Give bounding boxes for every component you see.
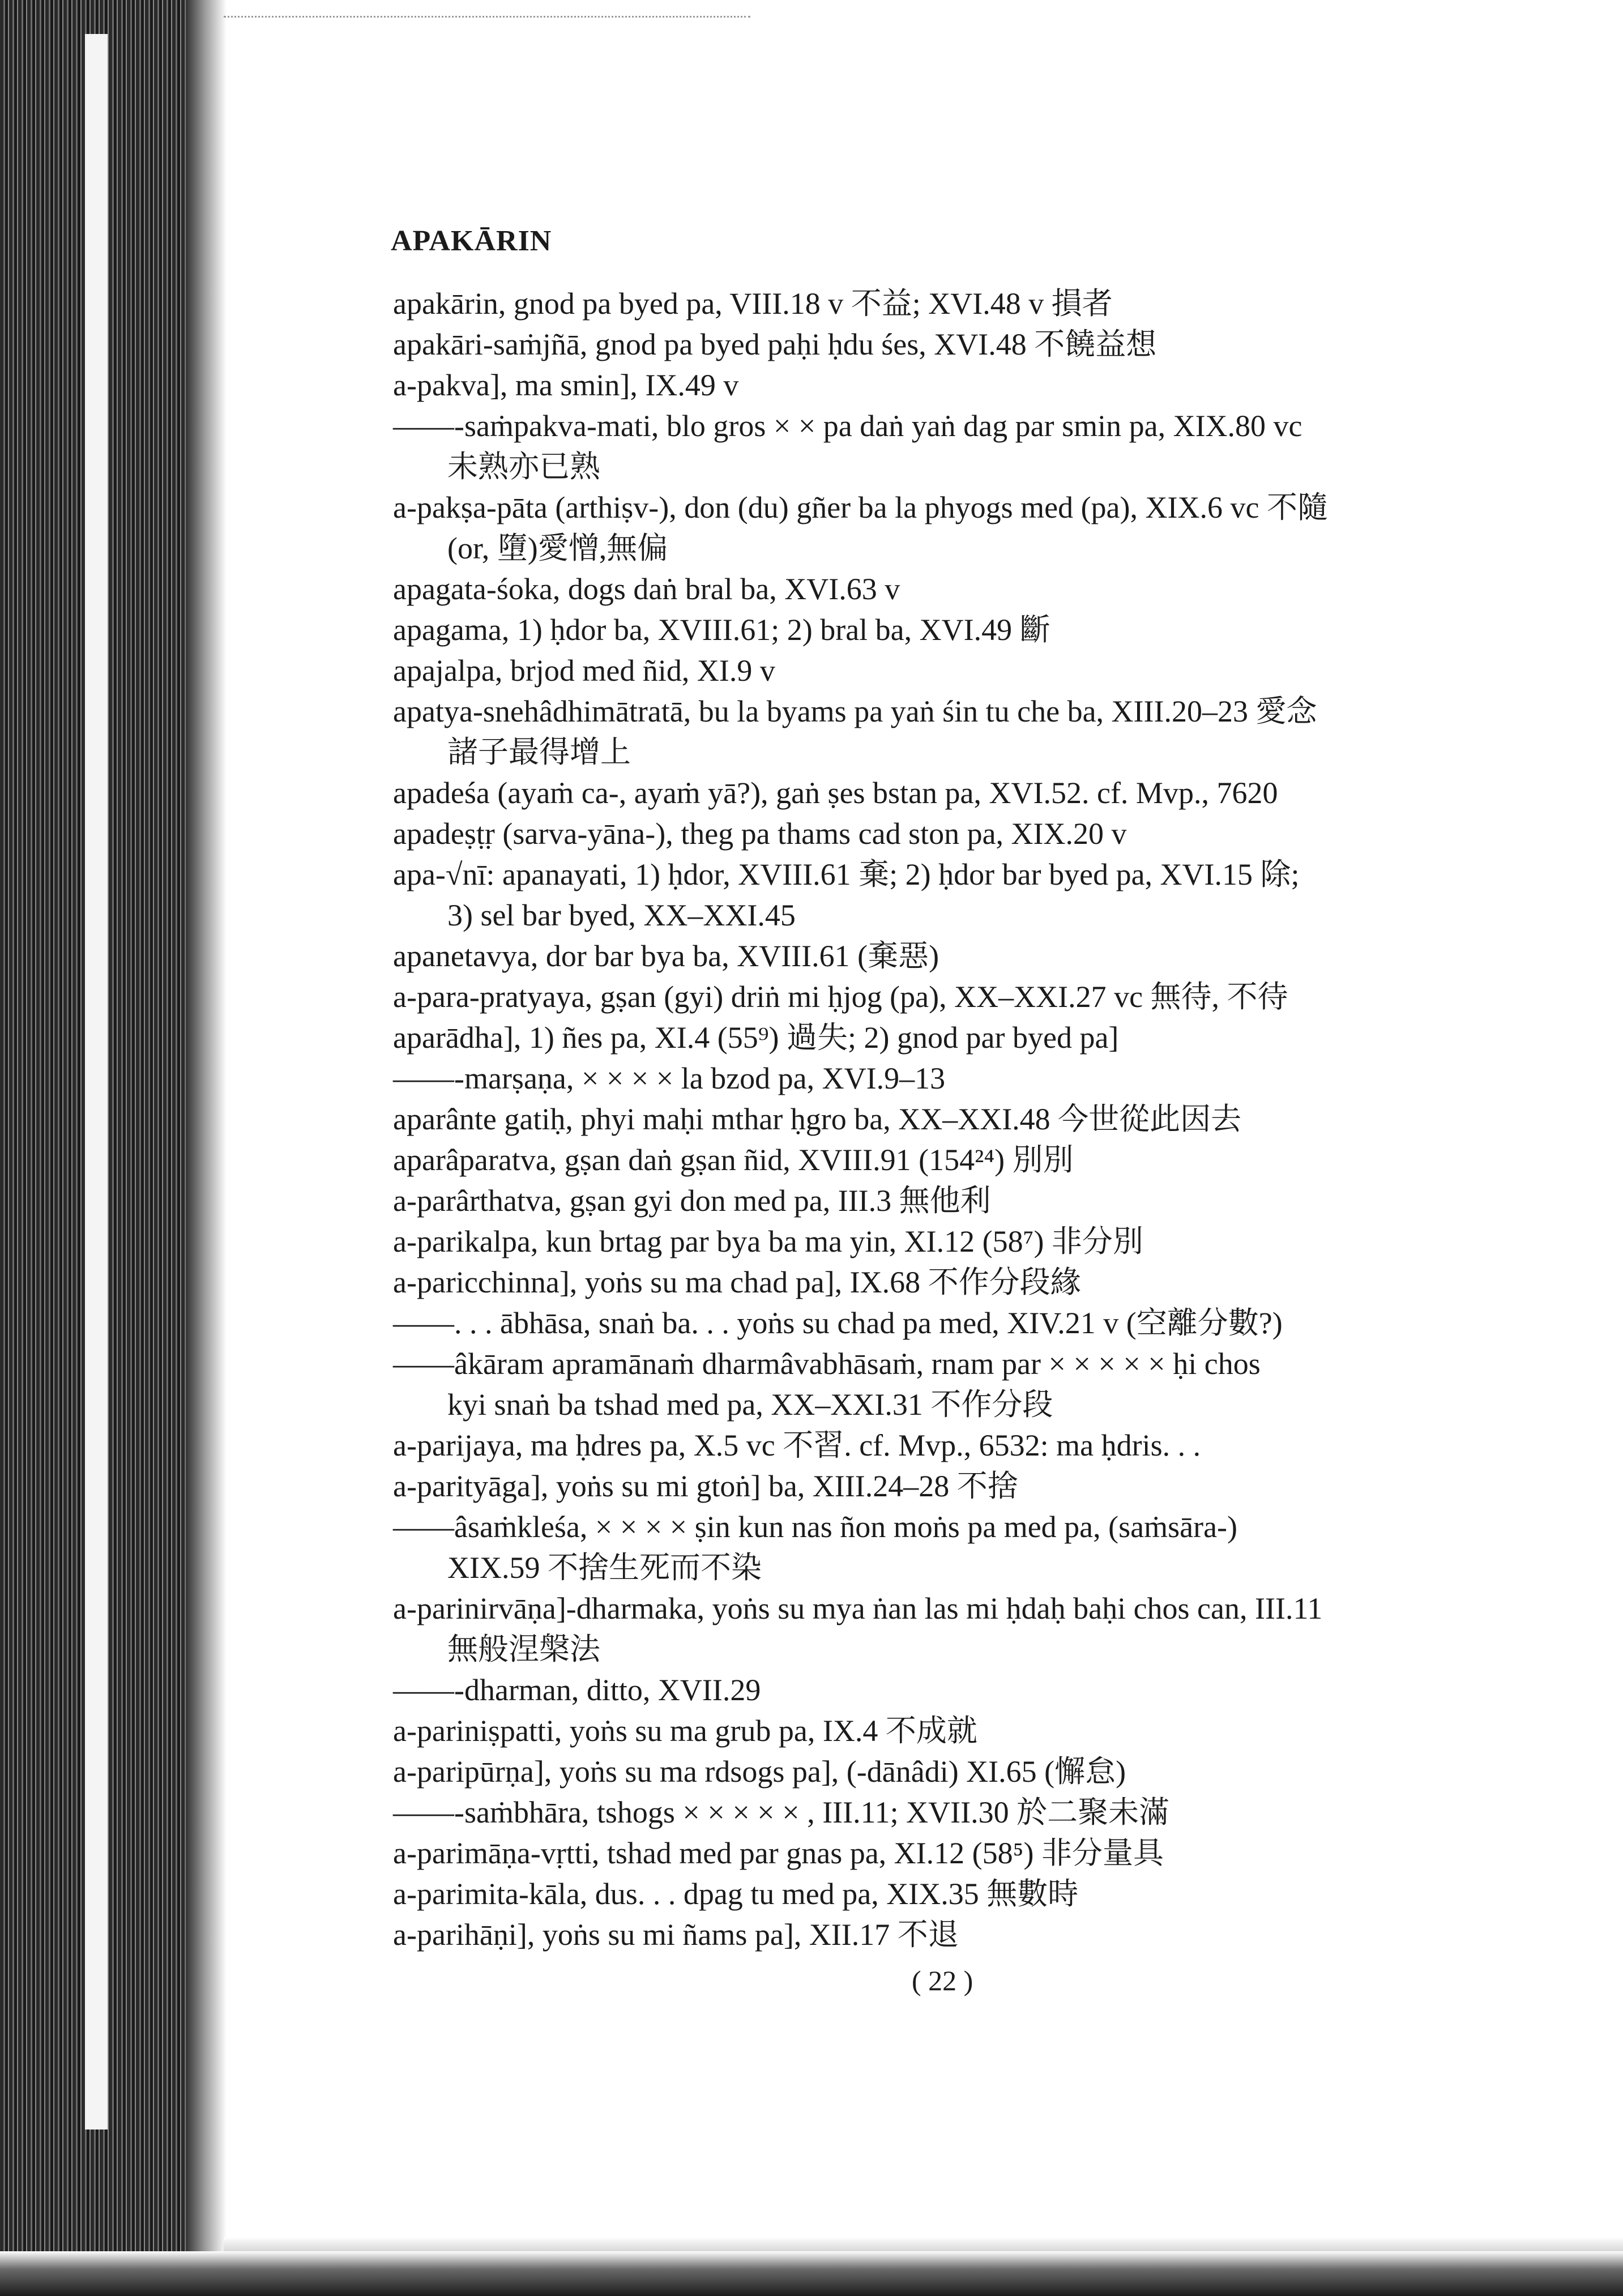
entry-line: a-parityāga], yoṅs su mi gtoṅ] ba, XIII.24–28 不捨 bbox=[393, 1469, 1018, 1503]
entry-line: a-parârthatva, gṣan gyi don med pa, III.3 無他利 bbox=[393, 1184, 991, 1218]
entry-line: apakāri-saṁjñā, gnod pa byed paḥi ḥdu śes, XVI.48 不饒益想 bbox=[393, 327, 1157, 361]
entry-line: ——âsaṁkleśa, × × × × ṣin kun nas ñon moṅs pa med pa, (saṁsāra-) bbox=[393, 1510, 1238, 1544]
entry-continuation: 3) sel bar byed, XX–XXI.45 bbox=[447, 898, 796, 932]
entry-line: apadeśa (ayaṁ ca-, ayaṁ yā?), gaṅ ṣes bstan pa, XVI.52. cf. Mvp., 7620 bbox=[393, 776, 1278, 810]
entry-line: a-para-pratyaya, gṣan (gyi) driṅ mi ḥjog (pa), XX–XXI.27 vc 無待, 不待 bbox=[393, 980, 1288, 1014]
entry-continuation: 諸子最得增上 bbox=[447, 735, 631, 769]
entry-line: a-pakva], ma smin], IX.49 v bbox=[393, 368, 739, 402]
entry-line: aparâparatva, gṣan daṅ gṣan ñid, XVIII.91 (154²⁴) 別別 bbox=[393, 1143, 1074, 1177]
entry-continuation: 無般涅槃法 bbox=[447, 1632, 600, 1666]
entry-continuation: kyi snaṅ ba tshad med pa, XX–XXI.31 不作分段 bbox=[447, 1388, 1053, 1422]
running-header: APAKĀRIN bbox=[391, 225, 552, 257]
entry-line: apa-√nī: apanayati, 1) ḥdor, XVIII.61 棄; 2) ḥdor bar byed pa, XVI.15 除; bbox=[393, 857, 1300, 891]
entry-line: ——-marṣaṇa, × × × × la bzod pa, XVI.9–13 bbox=[393, 1061, 946, 1095]
top-edge-line bbox=[224, 16, 750, 19]
entry-line: a-pariniṣpatti, yoṅs su ma grub pa, IX.4 不成就 bbox=[393, 1714, 977, 1748]
entry-continuation: (or, 墮)愛憎,無偏 bbox=[447, 531, 668, 565]
page-bottom-edge bbox=[0, 2251, 1623, 2296]
entry-line: a-parimita-kāla, dus. . . dpag tu med pa, XIX.35 無數時 bbox=[393, 1877, 1079, 1911]
entry-line: a-paripūrṇa], yoṅs su ma rdsogs pa], (-dānâdi) XI.65 (懈怠) bbox=[393, 1755, 1126, 1789]
entry-line: ——-saṁbhāra, tshogs × × × × × , III.11; XVII.30 於二聚未滿 bbox=[393, 1795, 1170, 1829]
entry-line: apakārin, gnod pa byed pa, VIII.18 v 不益; XVI.48 v 損者 bbox=[393, 287, 1113, 321]
entry-line: ——. . . ābhāsa, snaṅ ba. . . yoṅs su chad pa med, XIV.21 v (空離分數?) bbox=[393, 1306, 1283, 1340]
entry-line: apagama, 1) ḥdor ba, XVIII.61; 2) bral ba, XVI.49 斷 bbox=[393, 613, 1050, 647]
entry-line: a-parihāṇi], yoṅs su mi ñams pa], XII.17 不退 bbox=[393, 1918, 959, 1952]
entry-line: apadeṣṭṛ (sarva-yāna-), theg pa thams cad ston pa, XIX.20 v bbox=[393, 817, 1127, 851]
entry-line: apanetavya, dor bar bya ba, XVIII.61 (棄惡) bbox=[393, 939, 939, 973]
entry-line: a-parijaya, ma ḥdres pa, X.5 vc 不習. cf. Mvp., 6532: ma ḥdris. . . bbox=[393, 1428, 1201, 1462]
entry-line: a-pakṣa-pāta (arthiṣv-), don (du) gñer ba la phyogs med (pa), XIX.6 vc 不隨 bbox=[393, 490, 1328, 524]
dictionary-entries bbox=[393, 283, 1531, 1955]
entry-line: apajalpa, brjod med ñid, XI.9 v bbox=[393, 654, 775, 688]
entry-continuation: XIX.59 不捨生死而不染 bbox=[447, 1551, 762, 1585]
entry-line: apagata-śoka, dogs daṅ bral ba, XVI.63 v bbox=[393, 572, 900, 606]
entry-line: apatya-snehâdhimātratā, bu la byams pa yaṅ śin tu che ba, XIII.20–23 愛念 bbox=[393, 694, 1317, 728]
spine-shadow bbox=[187, 0, 227, 2296]
entry-line: aparânte gatiḥ, phyi maḥi mthar ḥgro ba, XX–XXI.48 今世從此因去 bbox=[393, 1102, 1242, 1136]
entry-line: aparādha], 1) ñes pa, XI.4 (55⁹) 過失; 2) gnod par byed pa] bbox=[393, 1021, 1119, 1055]
entry-line: ——âkāram apramānaṁ dharmâvabhāsaṁ, rnam par × × × × × ḥi chos bbox=[393, 1347, 1261, 1381]
entry-line: a-parikalpa, kun brtag par bya ba ma yin, XI.12 (58⁷) 非分別 bbox=[393, 1224, 1143, 1258]
spine-highlight bbox=[85, 34, 108, 2129]
page-number: ( 22 ) bbox=[912, 1965, 973, 1996]
entry-line: a-parimāṇa-vṛtti, tshad med par gnas pa, XI.12 (58⁵) 非分量具 bbox=[393, 1836, 1164, 1870]
entry-line: a-paricchinna], yoṅs su ma chad pa], IX.68 不作分段緣 bbox=[393, 1265, 1081, 1299]
entry-line: ——-dharman, ditto, XVII.29 bbox=[393, 1673, 761, 1707]
entry-line: a-parinirvāṇa]-dharmaka, yoṅs su mya ṅan las mi ḥdaḥ baḥi chos can, III.11 bbox=[393, 1591, 1323, 1625]
entry-line: ——-saṁpakva-mati, blo gros × × pa daṅ yaṅ dag par smin pa, XIX.80 vc bbox=[393, 409, 1302, 443]
entry-continuation: 未熟亦已熟 bbox=[447, 450, 600, 484]
